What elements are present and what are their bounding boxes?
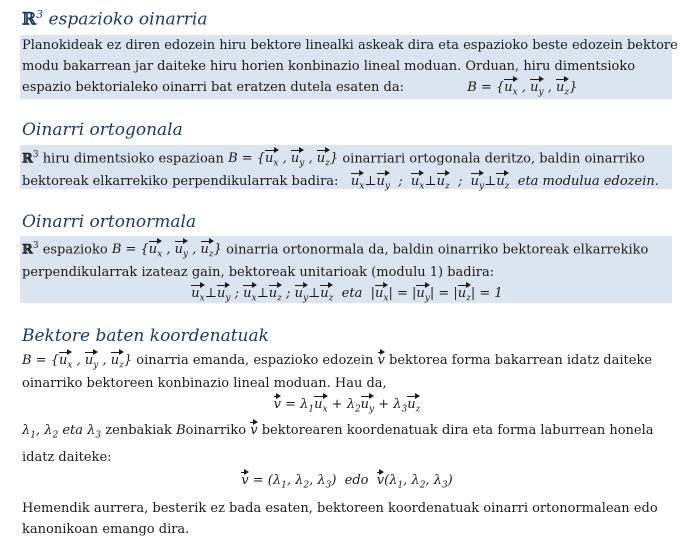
paragraph-line: $B = \{u_x$ , $u_y$ , $u_z$} oinarria emanda, espazioko edozein v bektorea forma bakarrean idatz daiteke [22, 353, 653, 371]
paragraph-line: perpendikularrak izateaz gain, bektoreak unitarioak (modulu 1) badira: [22, 264, 495, 280]
section-body-coordinates [22, 350, 672, 496]
section-title-orthogonal: Oinarri ortogonala [22, 120, 183, 140]
paragraph-line: kanonikoan emango dira. [22, 522, 190, 537]
paragraph-line: Planokideak ez diren edozein hiru bektore linealki askeak dira eta espazioko beste edozein bektore [22, 38, 678, 53]
paragraph-line: idatz daiteke: [22, 449, 112, 465]
paragraph-line: ℝ$^3$ espazioko $B = \{u_x$ , $u_y$ , $u_z$} oinarria ortonormala da, baldin oinarriko bektoreak elkarrekiko [22, 241, 649, 260]
section-box-orthogonal [20, 145, 672, 192]
paragraph-line: Hemendik aurrera, besterik ez bada esaten, bektoreen koordenatuak oinarri ortonormalean edo [22, 501, 658, 516]
paragraph-line: oinarriko bektoreen konbinazio lineal moduan. Hau da, [22, 375, 387, 391]
section-title-orthonormal: Oinarri ortonormala [22, 212, 197, 232]
linear-combination-formula: $v = \lambda_1u_x + \lambda_2u_y + \lambda_3u_z$ [273, 396, 421, 415]
coordinates-formula: $v = (\lambda_1$, $\lambda_2$, $\lambda_3$) edo $v(\lambda_1$, $\lambda_2$, $\lambda_3$) [241, 472, 453, 491]
orthonormal-formula: $u_x\perp u_y$ ; $u_x\perp u_z$ ; $u_y\perp u_z$ eta $|u_x| = |u_y| = |u_z| = 1$ [191, 285, 503, 304]
paragraph-line: modu bakarrean jar daiteke hiru horien konbinazio lineal moduan. Orduan, hiru dimentsioko [22, 59, 636, 74]
section-box-r3-basis [20, 35, 678, 99]
paragraph-line: espazio bektorialeko oinarri bat eratzen dutela esaten da: $B = \{u_x$ , $u_y$ , $u_z$} [22, 80, 578, 98]
closing-paragraph [22, 498, 672, 540]
basis-formula: $B = \{u_x$ , $u_y$ , $u_z$} [467, 80, 578, 98]
paragraph-line: ℝ$^3$ hiru dimentsioko espazioan $B = \{u_x$ , $u_y$ , $u_z$} oinarriari ortogonala deritzo, baldin oinarriko [22, 150, 645, 169]
section-title-r3-basis: ℝ$^3$ espazioko oinarria [22, 8, 208, 30]
section-title-coordinates: Bektore baten koordenatuak [22, 326, 269, 346]
paragraph-line: $\lambda_1$, $\lambda_2$ eta $\lambda_3$ zenbakiak Boinarriko v bektorearen koordenatuak dira eta forma laburrean honela [22, 423, 654, 441]
section-box-orthonormal [20, 236, 672, 303]
paragraph-line: bektoreak elkarrekiko perpendikularrak badira: $u_x\perp u_y$ ; $u_x\perp u_z$ ; $u_y\perp u_z$ eta modulua edozein. [22, 173, 659, 192]
